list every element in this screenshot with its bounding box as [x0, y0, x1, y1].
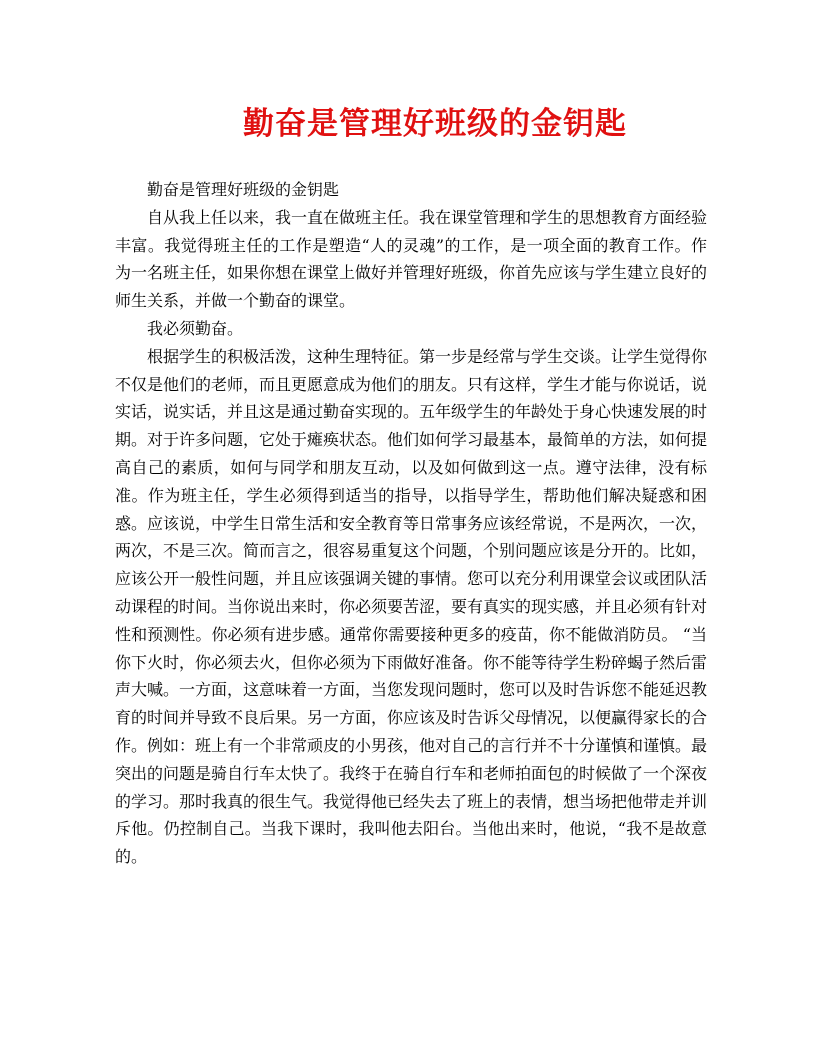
paragraph-main: 根据学生的积极活泼，这种生理特征。第一步是经常与学生交谈。让学生觉得你不仅是他们的老师，而且更愿意成为他们的朋友。只有这样，学生才能与你说话，说实话，说实话，并且这是通过勤奋实现的。五年级学生的年龄处于身心快速发展的时期。对于许多问题，它处于瘫痪状态。他们如何学习最基本，最简单的方法，如何提高自己的素质，如何与同学和朋友互动，以及如何做到这一点。遵守法律，没有标准。作为班主任，学生必须得到适当的指导，以指导学生，帮助他们解决疑惑和困惑。应该说，中学生日常生活和安全教育等日常事务应该经常说，不是两次，一次，两次，不是三次。简而言之，很容易重复这个问题，个别问题应该是分开的。比如，应该公开一般性问题，并且应该强调关键的事情。您可以充分利用课堂会议或团队活动课程的时间。当你说出来时，你必须要苦涩，要有真实的现实感，并且必须有针对性和预测性。你必须有进步感。通常你需要接种更多的疫苗，你不能做消防员。 “当你下火时，你必须去火，但你必须为下雨做好准备。你不能等待学生粉碎蝎子然后雷声大喊。一方面，这意味着一方面，当您发现问题时，您可以及时告诉您不能延迟教育的时间并导致不良后果。另一方面，你应该及时告诉父母情况，以便赢得家长的合作。例如：班上有一个非常顽皮的小男孩，他对自己的言行并不十分谨慎和谨慎。最突出的问题是骑自行车太快了。我终于在骑自行车和老师拍面包的时候做了一个深夜的学习。那时我真的很生气。我觉得他已经失去了班上的表情，想当场把他带走并训斥他。仍控制自己。当我下课时，我叫他去阳台。当他出来时，他说，“我不是故意的。 — [115, 346, 708, 867]
paragraph-intro: 自从我上任以来，我一直在做班主任。我在课堂管理和学生的思想教育方面经验丰富。我觉得班主任的工作是塑造“人的灵魂”的工作，是一项全面的教育工作。作为一名班主任，如果你想在课堂上做好并管理好班级，你首先应该与学生建立良好的师生关系，并做一个勤奋的课堂。 — [115, 207, 708, 311]
document-body — [115, 176, 707, 871]
paragraph-subtitle: 勤奋是管理好班级的金钥匙 — [147, 180, 340, 199]
paragraph-diligence: 我必须勤奋。 — [147, 318, 244, 338]
document-title: 勤奋是管理好班级的金钥匙 — [243, 106, 627, 142]
